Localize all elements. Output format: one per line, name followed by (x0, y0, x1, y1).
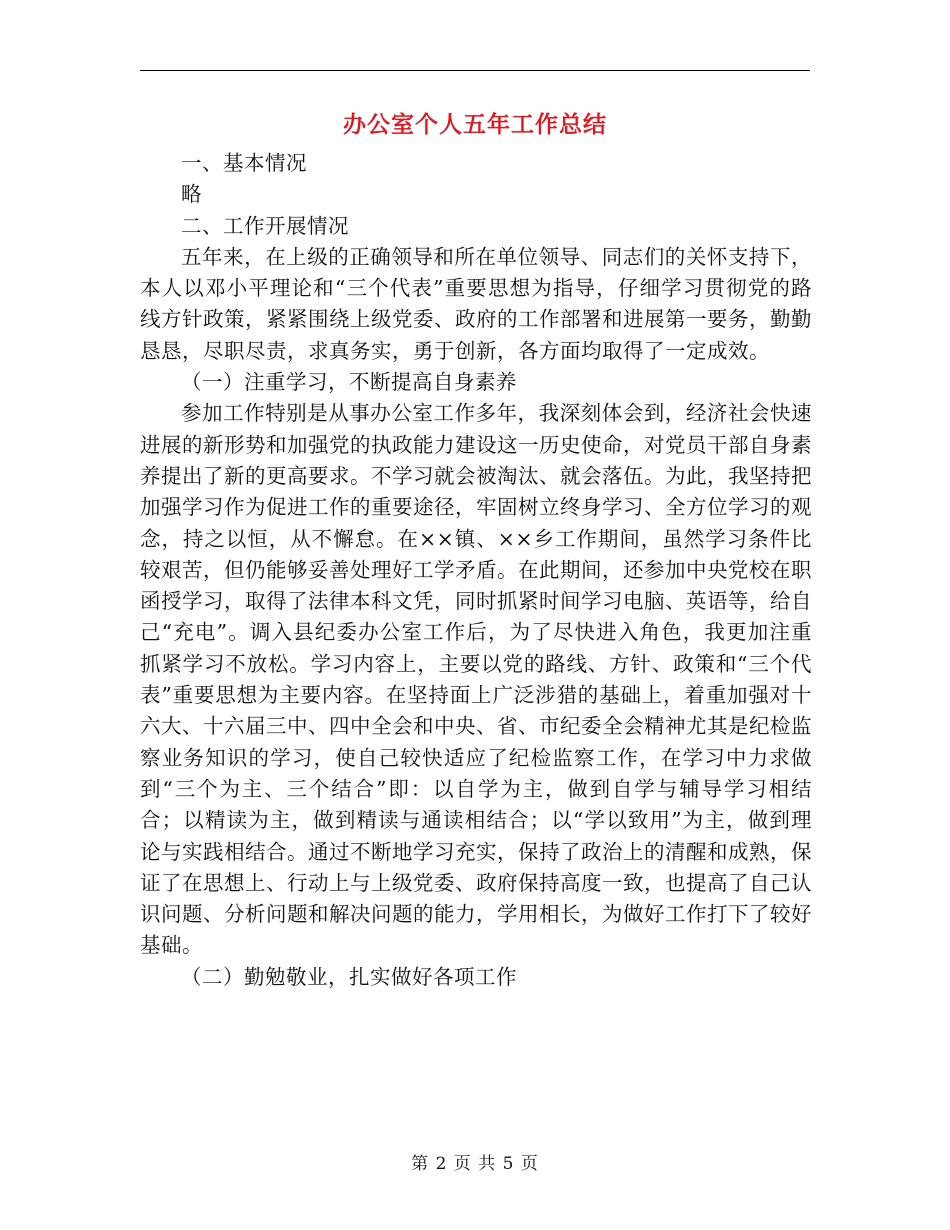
subsection-heading-work: （二）勤勉敬业，扎实做好各项工作 (181, 964, 517, 989)
document-title: 办公室个人五年工作总结 (343, 112, 607, 138)
document-body (140, 148, 812, 993)
page-number: 第 2 页 共 5 页 (411, 1154, 539, 1174)
body-paragraph: 参加工作特别是从事办公室工作多年，我深刻体会到，经济社会快速进展的新形势和加强党的执政能力建设这一历史使命，对党员干部自身素养提出了新的更高要求。不学习就会被淘汰、就会落伍。为此，我坚持把加强学习作为促进工作的重要途径，牢固树立终身学习、全方位学习的观念，持之以恒，从不懈怠。在××镇、××乡工作期间，虽然学习条件比较艰苦，但仍能够妥善处理好工学矛盾。在此期间，还参加中央党校在职函授学习，取得了法律本科文凭，同时抓紧时间学习电脑、英语等，给自己“充电”。调入县纪委办公室工作后，为了尽快进入角色，我更加注重抓紧学习不放松。学习内容上，主要以党的路线、方针、政策和“三个代表”重要思想为主要内容。在坚持面上广泛涉猎的基础上，着重加强对十六大、十六届三中、四中全会和中央、省、市纪委全会精神尤其是纪检监察业务知识的学习，使自己较快适应了纪检监察工作，在学习中力求做到“三个为主、三个结合”即：以自学为主，做到自学与辅导学习相结合；以精读为主，做到精读与通读相结合；以“学以致用”为主，做到理论与实践相结合。通过不断地学习充实，保持了政治上的清醒和成熟，保证了在思想上、行动上与上级党委、政府保持高度一致，也提高了自己认识问题、分析问题和解决问题的能力，学用相长，为做好工作打下了较好基础。 (140, 401, 812, 958)
body-paragraph: 五年来，在上级的正确领导和所在单位领导、同志们的关怀支持下，本人以邓小平理论和“三个代表”重要思想为指导，仔细学习贯彻党的路线方针政策，紧紧围绕上级党委、政府的工作部署和进展第一要务，勤勤恳恳，尽职尽责，求真务实，勇于创新，各方面均取得了一定成效。 (140, 244, 812, 363)
header-rule (140, 70, 810, 71)
section-heading-work: 二、工作开展情况 (181, 213, 349, 238)
section-heading-basic: 一、基本情况 (181, 151, 307, 175)
section-basic-content: 略 (181, 182, 202, 207)
subsection-heading-study: （一）注重学习，不断提高自身素养 (181, 370, 517, 395)
